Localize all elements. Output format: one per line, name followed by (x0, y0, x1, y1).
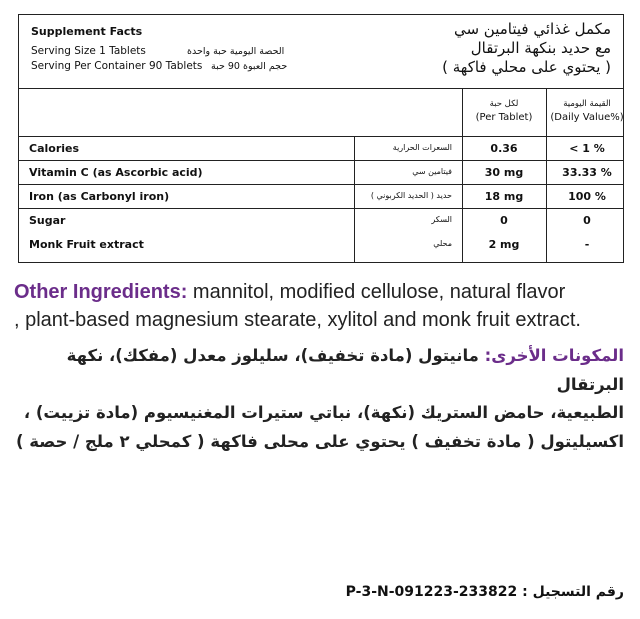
per-tablet-ar: لكل حبة (489, 99, 519, 109)
other-ingredients-ar-text1: مانيتول (مادة تخفيف)، سليلوز معدل (مفكك)، نكهة البرتقال (66, 346, 624, 394)
other-ingredients-line1 (14, 278, 629, 306)
other-ingredients-ar-line3: اكسيليتول ( مادة تخفيف ) يحتوي على محلى فاكهة ( كمحلي ٢ ملج / حصة ) (15, 431, 624, 451)
product-title-ar-line2: مع حديد بنكهة البرتقال (470, 39, 611, 57)
row-name-ar: محلي (433, 239, 452, 248)
serving-size-ar: الحصة اليومية حبة واحدة (187, 46, 285, 57)
registration-number (346, 584, 624, 600)
row-daily-value: 100 % (568, 190, 606, 203)
row-name-ar: السكر (431, 215, 452, 224)
table-row (19, 184, 623, 209)
other-ingredients-ar-line2: الطبيعية، حامض الستريك (نكهة)، نباتي ستيرات المغنيسيوم (مادة تزييت) ، (23, 403, 624, 422)
product-title-ar (442, 20, 611, 77)
other-ingredients-text2: , plant-based magnesium stearate, xylitol and monk fruit extract. (14, 309, 581, 331)
row-name: Calories (29, 142, 80, 155)
supplement-facts-panel (18, 14, 624, 263)
row-amount: 18 mg (484, 190, 524, 203)
per-tablet-header (464, 97, 544, 125)
row-daily-value: 0 (583, 214, 591, 227)
facts-header (19, 15, 623, 89)
other-ingredients-ar-line1 (14, 342, 624, 399)
product-title-ar-line1: مكمل غذائي فيتامين سي (453, 20, 611, 38)
row-name: Vitamin C (as Ascorbic acid) (29, 166, 203, 179)
registration-value: P-3-N-091223-233822 (345, 584, 518, 600)
facts-title: Supplement Facts (31, 25, 143, 38)
per-tablet-en: (Per Tablet) (475, 112, 533, 123)
other-ingredients-label: Other Ingredients: (14, 281, 188, 303)
product-title-ar-line3: ( يحتوي على محلي فاكهة ) (442, 58, 611, 76)
servings-per-container: Serving Per Container 90 Tablets (31, 60, 203, 72)
row-amount: 0 (500, 214, 508, 227)
table-row (19, 208, 623, 233)
other-ingredients-text1: mannitol, modified cellulose, natural flavor (187, 281, 566, 303)
row-amount: 2 mg (488, 238, 520, 251)
serving-size: Serving Size 1 Tablets (31, 45, 146, 57)
row-name-ar: حديد ( الحديد الكربوني ) (370, 191, 452, 200)
row-name: Sugar (29, 214, 66, 227)
registration-label: رقم التسجيل : (522, 584, 624, 600)
other-ingredients (14, 278, 629, 334)
row-amount: 0.36 (490, 142, 518, 155)
daily-value-en: (Daily Value%) (550, 112, 624, 123)
daily-value-ar: القيمة اليومية (563, 99, 611, 109)
row-daily-value: < 1 % (569, 142, 605, 155)
row-name: Monk Fruit extract (29, 238, 144, 251)
row-name-ar: فيتامين سي (412, 167, 452, 176)
row-name: Iron (as Carbonyl iron) (29, 190, 170, 203)
servings-per-container-ar: حجم العبوة 90 حبة (211, 61, 288, 72)
row-daily-value: 33.33 % (562, 166, 612, 179)
other-ingredients-ar (14, 342, 624, 456)
row-amount: 30 mg (484, 166, 524, 179)
other-ingredients-ar-label: المكونات الأخرى: (484, 346, 624, 365)
daily-value-header (549, 97, 625, 125)
table-row (19, 233, 623, 257)
row-daily-value: - (584, 238, 590, 251)
table-row (19, 136, 623, 161)
row-name-ar: السعرات الحرارية (392, 143, 452, 152)
table-row (19, 160, 623, 185)
